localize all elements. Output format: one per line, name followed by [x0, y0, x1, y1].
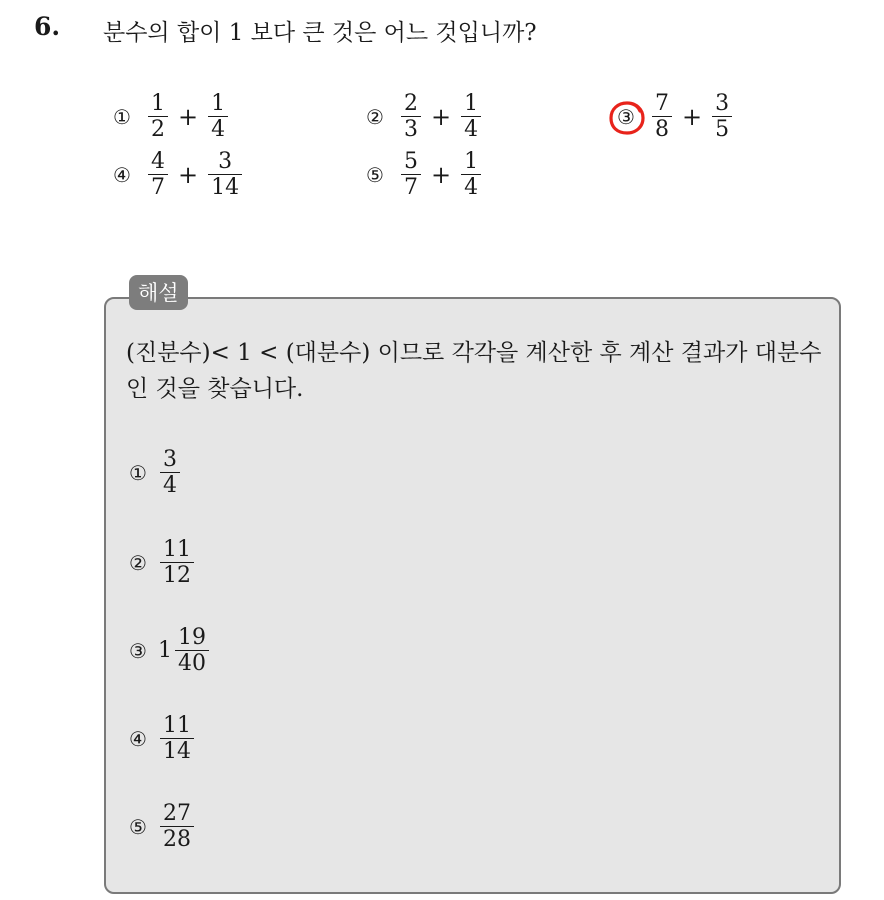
fraction: [652, 92, 672, 141]
denominator: 14: [163, 739, 191, 765]
numerator: 1: [464, 91, 479, 116]
answer-2: [126, 538, 196, 587]
fraction: [208, 92, 228, 141]
numerator: 7: [655, 91, 669, 116]
choice-1[interactable]: [110, 92, 230, 141]
plus-sign: +: [178, 102, 199, 131]
denominator: 5: [715, 117, 730, 143]
numerator: 3: [163, 447, 177, 472]
red-circle-mark-icon: [605, 96, 649, 140]
numerator: 11: [163, 537, 191, 562]
denominator: 7: [151, 175, 165, 201]
numerator: 2: [404, 91, 418, 116]
explanation-text: (진분수)< 1 < (대분수) 이므로 각각을 계산한 후 계산 결과가 대분수인 것을 찾습니다.: [126, 340, 822, 402]
whole-number: 1: [158, 638, 172, 664]
question-number: 6.: [34, 12, 61, 41]
choice-label: ④: [113, 162, 131, 187]
answer-label: ③: [129, 638, 147, 663]
choice-label: ③: [614, 105, 638, 129]
denominator: 14: [211, 175, 240, 201]
denominator: 12: [163, 563, 191, 589]
answer-label: ④: [129, 726, 147, 751]
numerator: 3: [218, 149, 233, 174]
answer-label: ②: [129, 550, 147, 575]
choice-label: ①: [113, 104, 131, 129]
plus-sign: +: [178, 160, 199, 189]
plus-sign: +: [431, 102, 452, 131]
answer-label: ⑤: [129, 814, 147, 839]
numerator: 1: [464, 149, 479, 174]
denominator: 4: [464, 117, 479, 143]
choice-5[interactable]: [363, 150, 483, 199]
fraction: [160, 448, 180, 497]
fraction: [175, 626, 209, 675]
numerator: 11: [163, 713, 191, 738]
denominator: 3: [404, 117, 418, 143]
numerator: 27: [163, 801, 191, 826]
choice-4[interactable]: [110, 150, 244, 199]
choice-3[interactable]: [614, 92, 734, 141]
denominator: 4: [464, 175, 479, 201]
fraction: [160, 538, 194, 587]
numerator: 3: [715, 91, 730, 116]
denominator: 4: [211, 117, 226, 143]
choice-2[interactable]: [363, 92, 483, 141]
choice-label: ②: [366, 104, 384, 129]
fraction: [461, 92, 481, 141]
numerator: 1: [151, 91, 165, 116]
denominator: 7: [404, 175, 418, 201]
choice-label: ⑤: [366, 162, 384, 187]
fraction: [401, 150, 421, 199]
fraction: [160, 802, 194, 851]
denominator: 8: [655, 117, 669, 143]
question-text: 분수의 합이 1 보다 큰 것은 어느 것입니까?: [103, 20, 537, 46]
answer-label: ①: [129, 460, 147, 485]
numerator: 5: [404, 149, 418, 174]
answer-4: [126, 714, 196, 763]
plus-sign: +: [431, 160, 452, 189]
fraction: [160, 714, 194, 763]
answer-5: [126, 802, 196, 851]
explanation-tag: 해설: [129, 275, 188, 310]
fraction: [401, 92, 421, 141]
denominator: 4: [163, 473, 177, 499]
answer-3: [126, 626, 211, 675]
numerator: 4: [151, 149, 165, 174]
fraction: [148, 92, 168, 141]
fraction: [712, 92, 732, 141]
fraction: [148, 150, 168, 199]
denominator: 2: [151, 117, 165, 143]
numerator: 1: [211, 91, 226, 116]
fraction: [461, 150, 481, 199]
fraction: [208, 150, 242, 199]
numerator: 19: [178, 625, 206, 650]
denominator: 28: [163, 827, 191, 853]
denominator: 40: [178, 651, 206, 677]
answer-1: [126, 448, 182, 497]
plus-sign: +: [682, 102, 703, 131]
